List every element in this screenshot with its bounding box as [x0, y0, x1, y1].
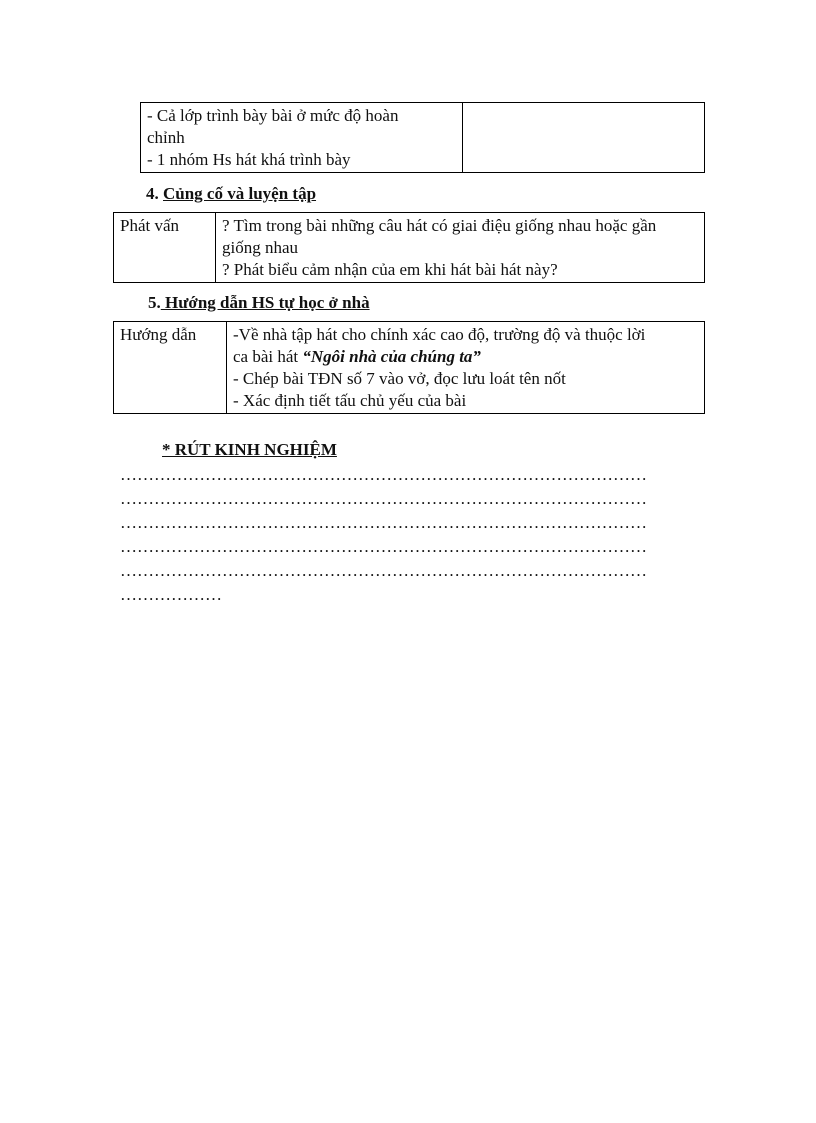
section-number: 5.	[148, 293, 161, 312]
method-label-cell: Hướng dẫn	[114, 322, 227, 414]
activity-line: chỉnh	[147, 128, 185, 147]
activity-line: - 1 nhóm Hs hát khá trình bày	[147, 150, 351, 169]
dotted-line: …………………………………………………………………………………	[120, 513, 647, 532]
song-title: “Ngôi nhà của chúng ta”	[302, 347, 481, 366]
section-heading-homework	[148, 293, 370, 313]
lessons-learned-heading: * RÚT KINH NGHIỆM	[162, 440, 337, 459]
dotted-line: …………………………………………………………………………………	[120, 537, 647, 556]
instruction-prefix: ca bài hát	[233, 347, 303, 366]
instruction-line: - Xác định tiết tấu chủ yếu của bài	[233, 391, 467, 410]
dotted-line: ………………	[120, 585, 222, 604]
question-line: ? Tìm trong bài những câu hát có giai điệu giống nhau hoặc gần	[222, 216, 657, 235]
method-label-cell: Phát vấn	[114, 213, 216, 283]
consolidation-table	[113, 212, 705, 283]
instruction-line: - Chép bài TĐN số 7 vào vở, đọc lưu loát tên nốt	[233, 369, 566, 388]
homework-instructions-cell	[227, 322, 705, 414]
section-title: Củng cố và luyện tập	[163, 184, 317, 203]
dotted-line: …………………………………………………………………………………	[120, 489, 647, 508]
activity-table	[140, 102, 705, 173]
instruction-line: -Về nhà tập hát cho chính xác cao độ, trường độ và thuộc lời	[233, 325, 646, 344]
section-number: 4.	[146, 184, 163, 203]
section-heading-consolidation	[146, 184, 316, 204]
dotted-line: …………………………………………………………………………………	[120, 465, 647, 484]
question-line: giống nhau	[222, 238, 299, 257]
homework-table	[113, 321, 705, 414]
section-title: Hướng dẫn HS tự học ở nhà	[160, 293, 370, 312]
activity-line: - Cả lớp trình bày bài ở mức độ hoàn	[147, 106, 399, 125]
instruction-line	[233, 346, 698, 368]
questions-cell	[216, 213, 705, 283]
question-line: ? Phát biểu cảm nhận của em khi hát bài hát này?	[222, 260, 558, 279]
activity-empty-cell	[462, 103, 704, 173]
activity-content-cell	[141, 103, 463, 173]
dotted-line: …………………………………………………………………………………	[120, 561, 647, 580]
lessons-learned-blank-lines	[120, 463, 720, 607]
